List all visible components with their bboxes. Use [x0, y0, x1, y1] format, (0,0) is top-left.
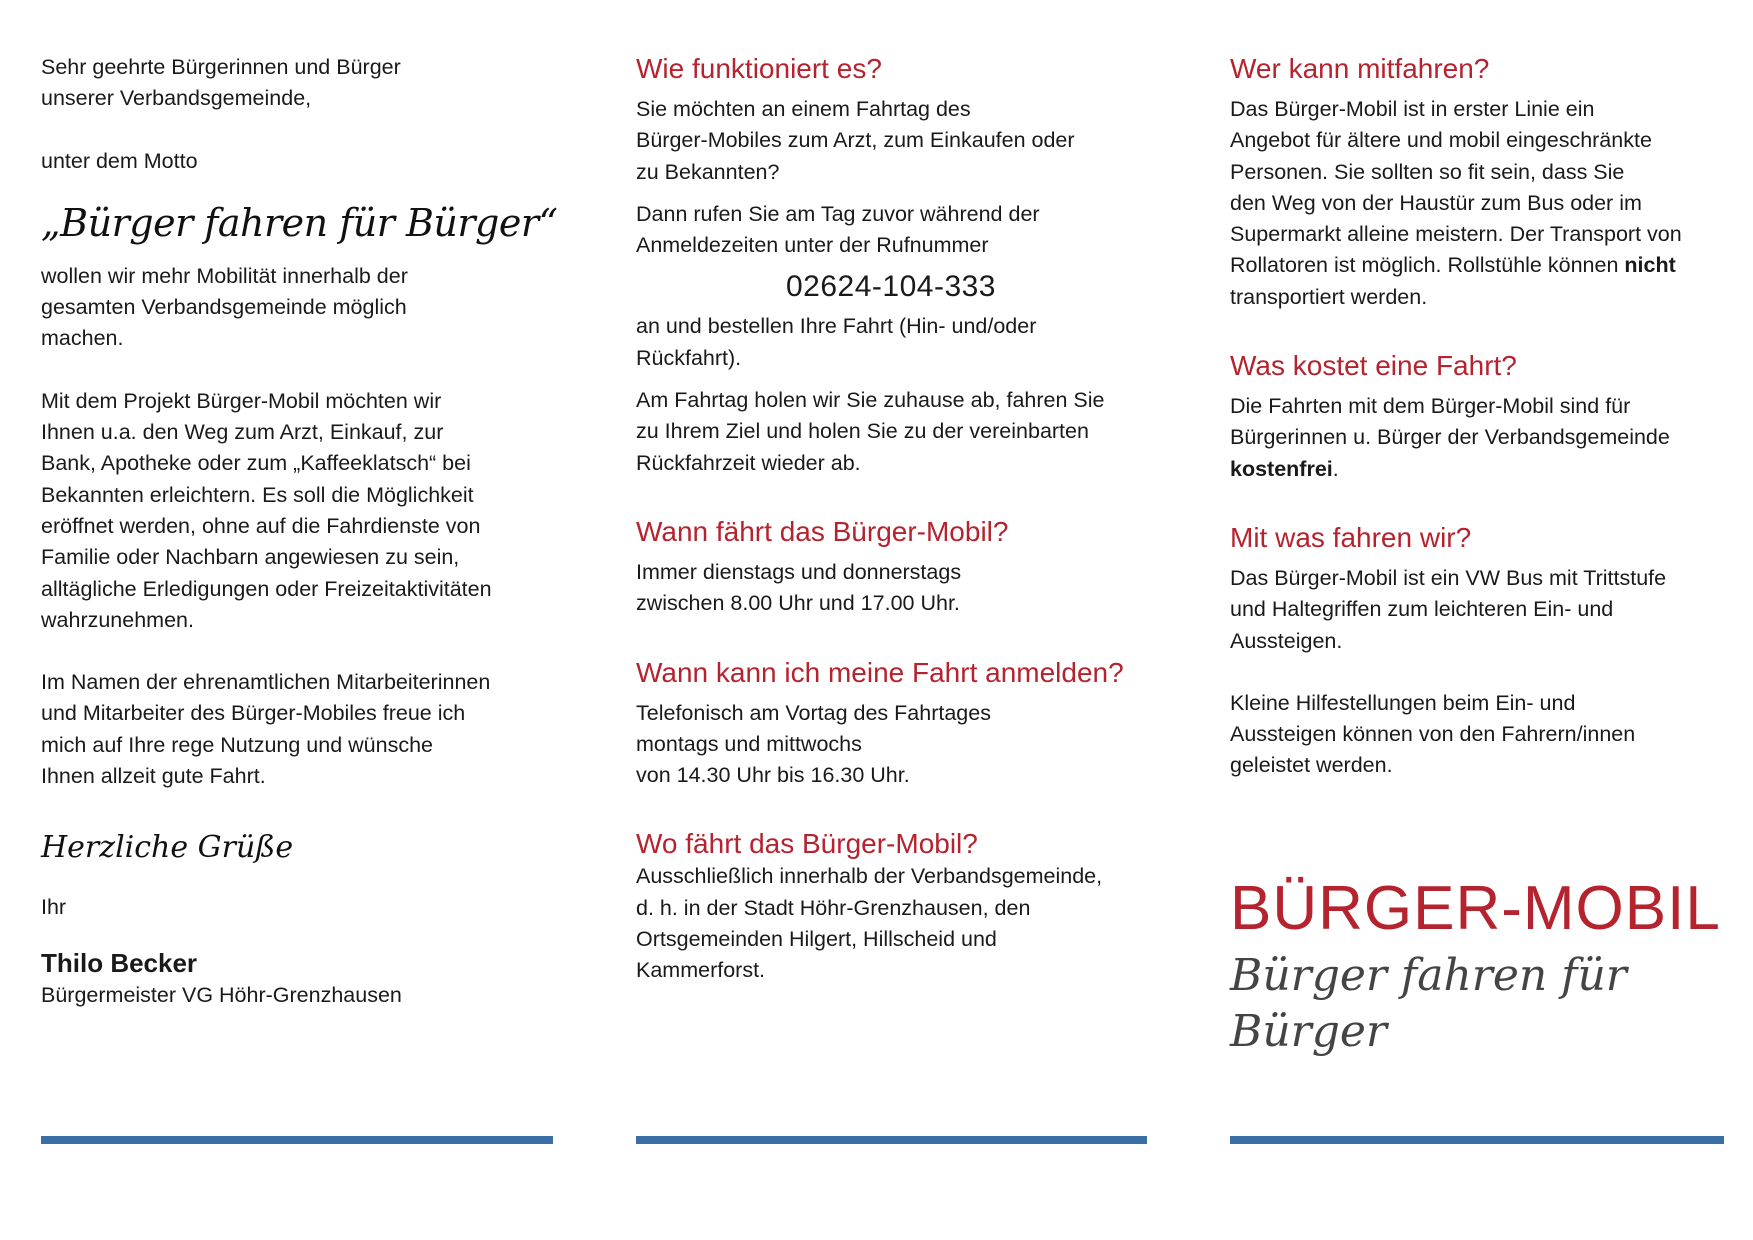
how-paragraph-4: Am Fahrtag holen wir Sie zuhause ab, fahren Sie zu Ihrem Ziel und holen Sie zu der vereinbarten Rückfahrzeit wieder ab. — [636, 388, 1105, 475]
how-paragraph-3: an und bestellen Ihre Fahrt (Hin- und/oder Rückfahrt). — [636, 314, 1037, 370]
heading-how: Wie funktioniert es? — [636, 53, 882, 84]
paragraph-3: Im Namen der ehrenamtlichen Mitarbeiterinnen und Mitarbeiter des Bürger-Mobiles freue ich mich auf Ihre rege Nutzung und wünsche Ihnen allzeit gute Fahrt. — [41, 670, 491, 789]
greeting: Sehr geehrte Bürgerinnen und Bürger unserer Verbandsgemeinde, — [41, 55, 401, 111]
closing-script: Herzliche Grüße — [41, 830, 294, 866]
motto-intro: unter dem Motto — [41, 148, 198, 173]
heading-who: Wer kann mitfahren? — [1230, 53, 1490, 84]
heading-cost: Was kostet eine Fahrt? — [1230, 350, 1517, 382]
how-paragraph-1: Sie möchten an einem Fahrtag des Bürger-Mobiles zum Arzt, zum Einkaufen oder zu Bekannten? — [636, 97, 1075, 184]
heading-where: Wo fährt das Bürger-Mobil? — [636, 828, 978, 860]
when-paragraph: Immer dienstags und donnerstags zwischen 8.00 Uhr und 17.00 Uhr. — [636, 559, 962, 616]
motto-script: „Bürger fahren für Bürger“ — [41, 200, 558, 245]
column-info — [1230, 52, 1730, 1060]
signer-role: Bürgermeister VG Höhr-Grenzhausen — [41, 982, 402, 1007]
help-paragraph: Kleine Hilfestellungen beim Ein- und Aussteigen können von den Fahrern/innen geleistet werden. — [1230, 690, 1636, 778]
heading-vehicle: Mit was fahren wir? — [1230, 521, 1472, 553]
heading-register: Wann kann ich meine Fahrt anmelden? — [636, 656, 1124, 688]
signer-name: Thilo Becker — [41, 947, 198, 978]
vehicle-paragraph: Das Bürger-Mobil ist ein VW Bus mit Trittstufe und Haltegriffen zum leichteren Ein- und Aussteigen. — [1230, 565, 1667, 653]
divider-bar-middle — [636, 1136, 1147, 1144]
phone-number: 02624-104-333 — [785, 270, 996, 304]
paragraph-1: wollen wir mehr Mobilität innerhalb der gesamten Verbandsgemeinde möglich machen. — [41, 263, 408, 351]
heading-when: Wann fährt das Bürger-Mobil? — [636, 515, 1009, 547]
column-letter — [41, 52, 561, 1011]
column-how-it-works — [636, 52, 1156, 987]
where-paragraph: Ausschließlich innerhalb der Verbandsgemeinde, d. h. in der Stadt Höhr-Grenzhausen, den Ortsgemeinden Hilgert, Hillscheid und Kammerforst. — [636, 864, 1103, 983]
paragraph-2: Mit dem Projekt Bürger-Mobil möchten wir Ihnen u.a. den Weg zum Arzt, Einkauf, zur Bank, Apotheke oder zum „Kaffeeklatsch“ bei Bekannten erleichtern. Es soll die Möglichkeit eröffnet werden, ohne auf die Fahrdienste von Familie oder Nachbarn angewiesen zu sein, alltägliche Erledigungen oder Freizeitaktivitäten wahrzunehmen. — [41, 388, 492, 632]
who-paragraph: Das Bürger-Mobil ist in erster Linie ein Angebot für ältere und mobil eingeschränkte Personen. Sie sollten so fit sein, dass Sie den Weg von der Haustür zum Bus oder im Supermarkt alleine meistern. Der Transport von Rollatoren ist möglich. Rollstühle können nicht transportiert werden. — [1230, 97, 1682, 309]
brand-subtitle-script: Bürger fahren für Bürger — [1230, 949, 1627, 1057]
how-paragraph-2: Dann rufen Sie am Tag zuvor während der Anmeldezeiten unter der Rufnummer — [636, 201, 1040, 258]
divider-bar-left — [41, 1136, 553, 1144]
brand-title: BÜRGER-MOBIL — [1230, 873, 1721, 943]
divider-bar-right — [1230, 1136, 1724, 1144]
ihr-label: Ihr — [41, 895, 67, 920]
register-paragraph: Telefonisch am Vortag des Fahrtages montags und mittwochs von 14.30 Uhr bis 16.30 Uhr. — [636, 700, 991, 788]
cost-paragraph: Die Fahrten mit dem Bürger-Mobil sind für Bürgerinnen u. Bürger der Verbandsgemeinde kostenfrei. — [1230, 394, 1670, 481]
